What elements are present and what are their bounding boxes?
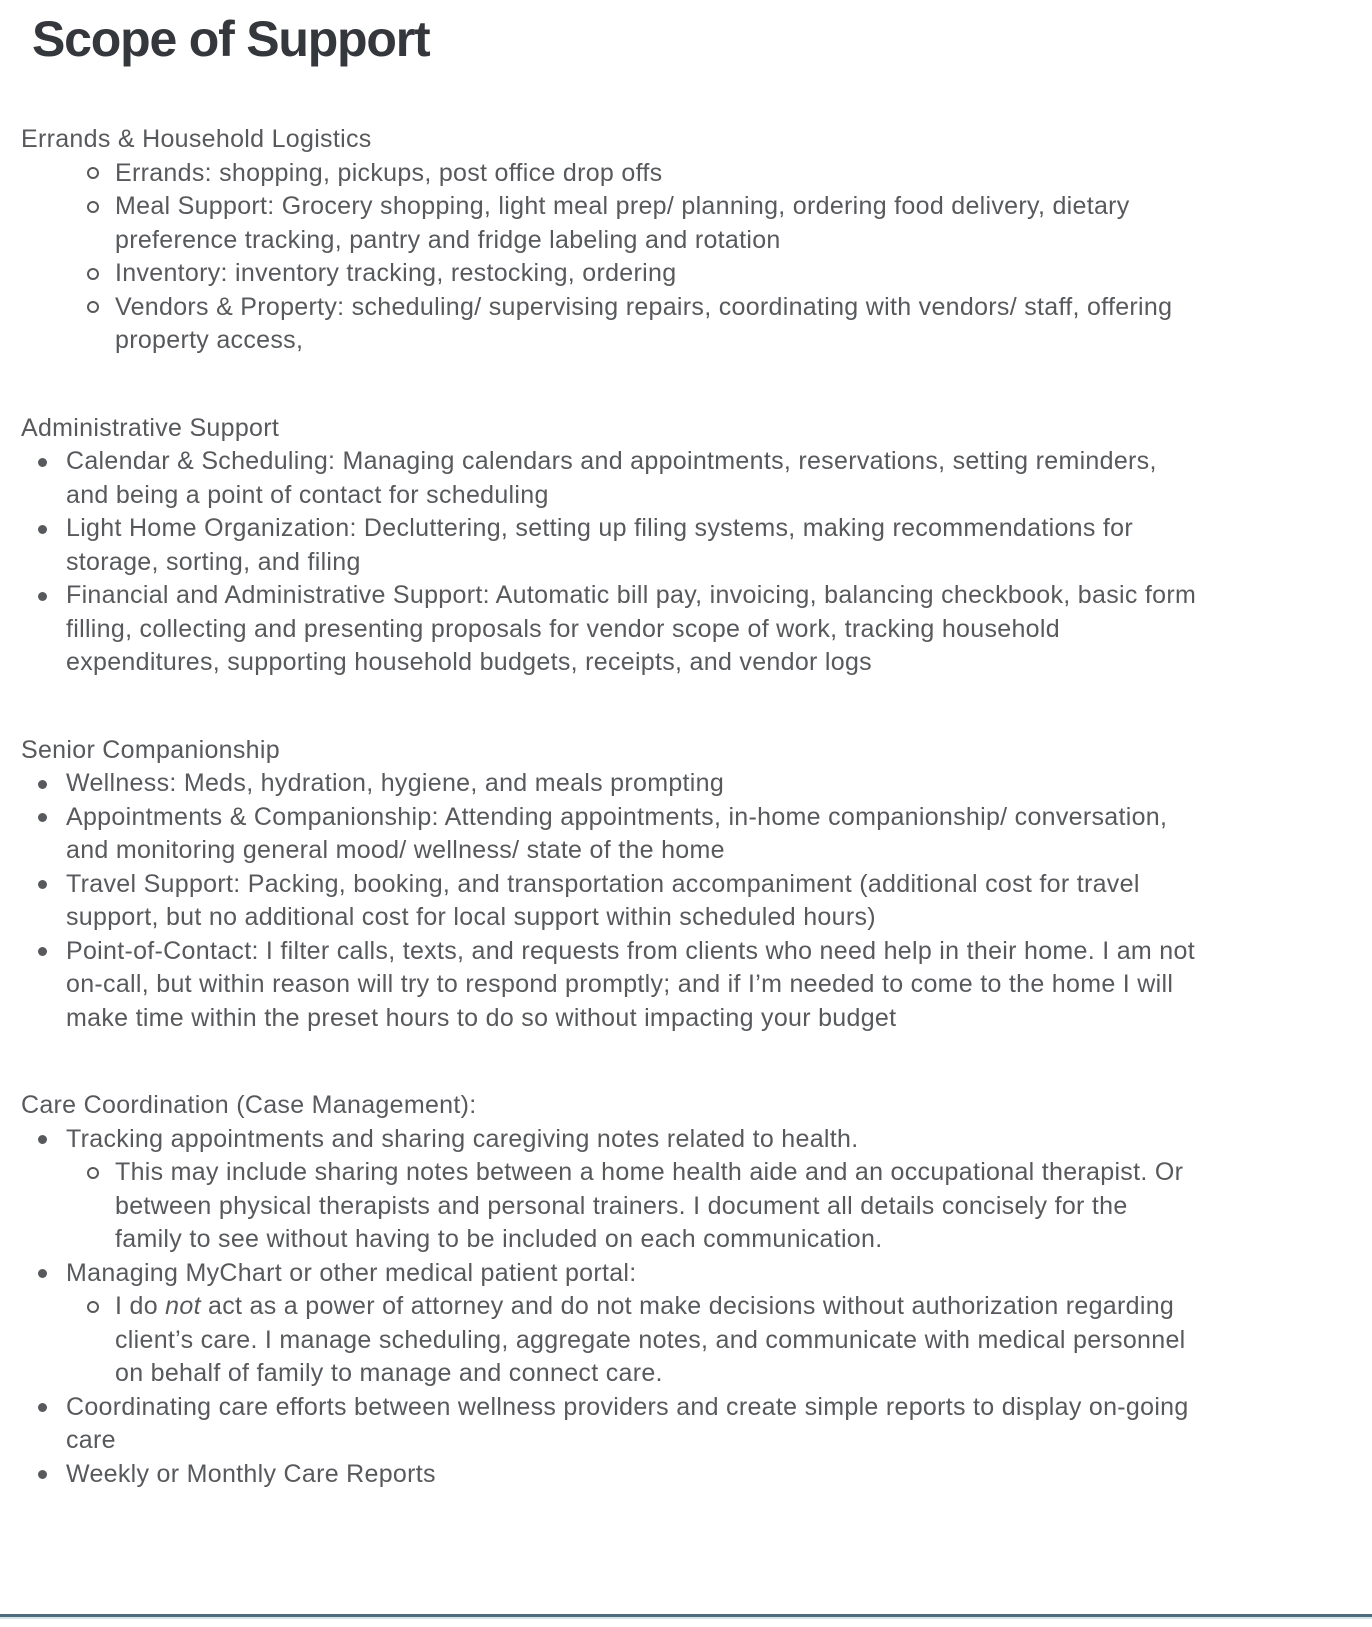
disc-bullet-icon — [38, 1403, 47, 1412]
text-run: Coordinating care efforts between wellness providers and create simple reports to display on-going care — [66, 1392, 1189, 1454]
list-item — [21, 1257, 1347, 1291]
text-run: Vendors & Property: scheduling/ supervising repairs, coordinating with vendors/ staff, offering property access, — [115, 292, 1173, 354]
item-text — [66, 801, 1206, 868]
item-text — [115, 1290, 1200, 1391]
text-run: act as a power of attorney and do not make decisions without authorization regarding client’s care. I manage scheduling, aggregate notes, and communicate with medical personnel on behalf of family to manage and connect care. — [115, 1292, 1186, 1387]
list-item — [21, 935, 1347, 1036]
item-text — [115, 190, 1200, 257]
section-heading: Senior Companionship — [21, 735, 280, 764]
text-run: Meal Support: Grocery shopping, light meal prep/ planning, ordering food delivery, dietary preference tracking, pantry and fridge labeling and rotation — [115, 192, 1130, 254]
text-run: Travel Support: Packing, booking, and transportation accompaniment (additional cost for travel support, but no additional cost for local support within scheduled hours) — [66, 869, 1140, 931]
bullet-list — [21, 1123, 1347, 1492]
text-run: Financial and Administrative Support: Automatic bill pay, invoicing, balancing checkbook, basic form filling, collecting and presenting proposals for vendor scope of work, tracking household expenditures, supporting household budgets, receipts, and vendor logs — [66, 581, 1197, 676]
page-title: Scope of Support — [32, 11, 430, 67]
text-run: Appointments & Companionship: Attending appointments, in-home companionship/ conversation, and monitoring general mood/ wellness/ state of the home — [66, 802, 1168, 864]
item-text — [66, 1458, 436, 1492]
list-item — [21, 157, 1347, 191]
section-heading: Care Coordination (Case Management): — [21, 1091, 477, 1119]
circle-bullet-icon — [87, 201, 99, 213]
circle-bullet-icon — [87, 1301, 99, 1313]
list-item — [21, 445, 1347, 512]
bullet-list — [21, 157, 1347, 358]
section — [21, 1089, 1347, 1491]
list-item — [21, 1123, 1347, 1157]
circle-bullet-icon — [87, 268, 99, 280]
disc-bullet-icon — [38, 592, 47, 601]
text-run: This may include sharing notes between a home health aide and an occupational therapist. Or between physical therapists and personal trainers. I document all details concisely for the family to see without having to be included on each communication. — [115, 1158, 1184, 1253]
text-run: Point-of-Contact: I filter calls, texts, and requests from clients who need help in their home. I am not on-call, but within reason will try to respond promptly; and if I’m needed to come to the home I will make time within the preset hours to do so without impacting your budget — [66, 936, 1195, 1032]
list-item — [21, 579, 1347, 680]
item-text — [66, 1257, 637, 1291]
disc-bullet-icon — [38, 780, 47, 789]
section-heading: Errands & Household Logistics — [21, 125, 372, 153]
item-text — [66, 1391, 1206, 1458]
section — [21, 123, 1347, 358]
item-text — [66, 767, 724, 801]
italic-text-run: not — [165, 1292, 201, 1320]
circle-bullet-icon — [87, 301, 99, 313]
item-text — [115, 257, 676, 291]
text-run: Calendar & Scheduling: Managing calendars and appointments, reservations, setting reminders, and being a point of contact for scheduling — [66, 447, 1157, 509]
list-item — [21, 801, 1347, 868]
item-text — [66, 579, 1206, 680]
sections — [21, 123, 1347, 1491]
text-run: Tracking appointments and sharing caregiving notes related to health. — [66, 1124, 859, 1153]
circle-bullet-icon — [87, 1167, 99, 1179]
list-item — [21, 291, 1347, 358]
text-run: Managing MyChart or other medical patient portal: — [66, 1258, 637, 1287]
list-item — [21, 1290, 1347, 1391]
item-text — [115, 1156, 1200, 1257]
disc-bullet-icon — [38, 880, 47, 889]
disc-bullet-icon — [38, 1470, 47, 1479]
section — [21, 734, 1347, 1036]
disc-bullet-icon — [38, 458, 47, 467]
disc-bullet-icon — [38, 947, 47, 956]
bottom-divider — [0, 1614, 1372, 1617]
item-text — [115, 291, 1200, 358]
disc-bullet-icon — [38, 1135, 47, 1144]
disc-bullet-icon — [38, 813, 47, 822]
list-item — [21, 512, 1347, 579]
list-item — [21, 1156, 1347, 1257]
list-item — [21, 190, 1347, 257]
text-run: Wellness: Meds, hydration, hygiene, and meals prompting — [66, 769, 725, 797]
list-item — [21, 257, 1347, 291]
list-item — [21, 868, 1347, 935]
text-run: I do — [115, 1292, 166, 1320]
item-text — [66, 1123, 858, 1157]
text-run: Light Home Organization: Decluttering, setting up filing systems, making recommendations for storage, sorting, and filing — [66, 514, 1133, 576]
text-run: Weekly or Monthly Care Reports — [66, 1459, 436, 1488]
text-run: Inventory: inventory tracking, restocking, ordering — [115, 259, 677, 287]
item-text — [66, 935, 1206, 1036]
item-text — [66, 868, 1206, 935]
disc-bullet-icon — [38, 525, 47, 534]
item-text — [115, 157, 662, 191]
text-run: Errands: shopping, pickups, post office drop offs — [115, 158, 663, 187]
bullet-list — [21, 767, 1347, 1035]
disc-bullet-icon — [38, 1269, 47, 1278]
list-item — [21, 1391, 1347, 1458]
section-heading: Administrative Support — [21, 413, 280, 442]
section — [21, 412, 1347, 680]
bullet-list — [21, 445, 1347, 680]
item-text — [66, 512, 1206, 579]
list-item — [21, 1458, 1347, 1492]
circle-bullet-icon — [87, 167, 99, 179]
list-item — [21, 767, 1347, 801]
item-text — [66, 445, 1206, 512]
